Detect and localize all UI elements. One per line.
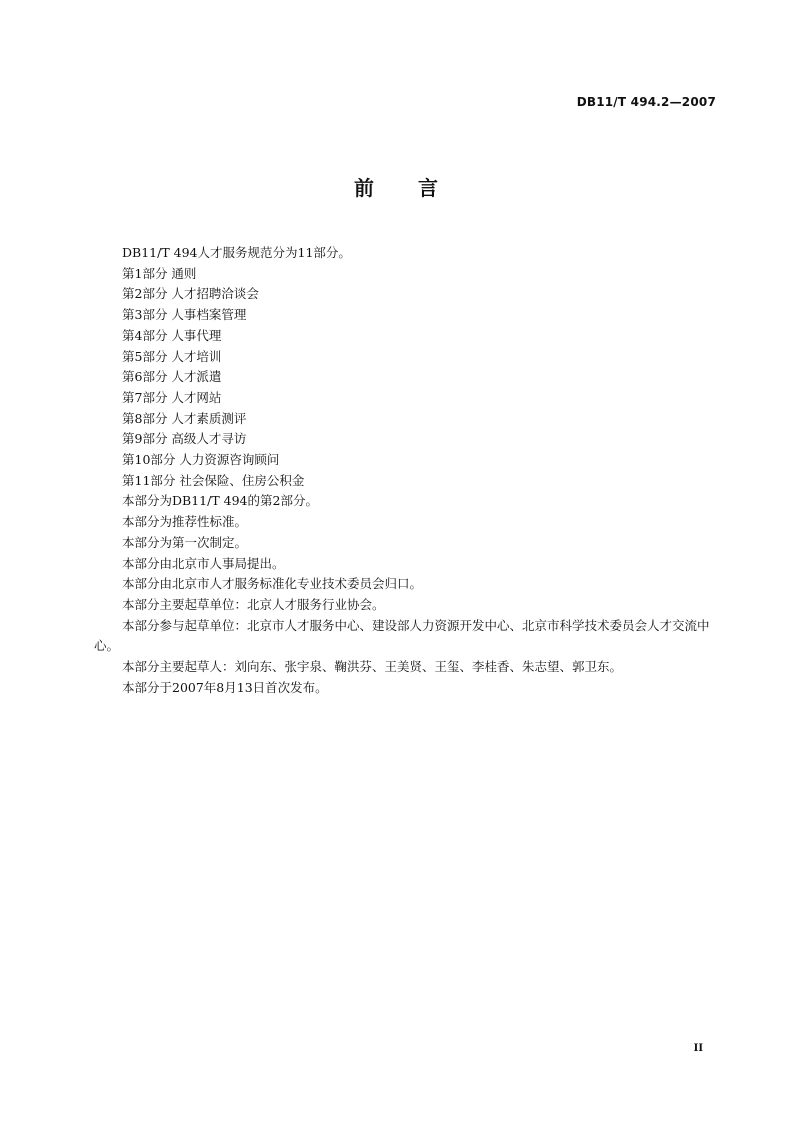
list-item-part-6: 第6部分 人才派遣 [122,369,222,385]
document-code: DB11/T 494.2—2007 [576,95,716,109]
page-number: II [693,1043,703,1054]
paragraph-recommended: 本部分为推荐性标准。 [122,514,248,530]
list-item-part-7: 第7部分 人才网站 [122,389,222,405]
paragraph-proposed-by: 本部分由北京市人事局提出。 [122,555,285,571]
list-item-part-2: 第2部分 人才招聘洽谈会 [122,286,259,302]
title-char-2: 言 [418,176,438,200]
list-item-part-4: 第4部分 人事代理 [122,327,222,343]
list-item-part-1: 第1部分 通则 [122,265,197,281]
paragraph-intro: DB11/T 494人才服务规范分为11部分。 [122,245,351,260]
foreword-body [94,243,720,698]
list-item-part-8: 第8部分 人才素质测评 [122,410,247,426]
paragraph-participating-drafters: 本部分参与起草单位：北京市人才服务中心、建设部人力资源开发中心、北京市科学技术委员会人才交流中心。 [94,617,710,654]
paragraph-release-date: 本部分于2007年8月13日首次发布。 [122,679,328,695]
paragraph-managed-by: 本部分由北京市人才服务标准化专业技术委员会归口。 [122,576,423,592]
page-title [0,172,792,201]
list-item-part-10: 第10部分 人力资源咨询顾问 [122,452,280,468]
paragraph-drafting-persons: 本部分主要起草人：刘向东、张宇泉、鞠洪芬、王美贤、王玺、李桂香、朱志望、郭卫东。 [122,659,623,675]
list-item-part-5: 第5部分 人才培训 [122,348,222,364]
list-item-part-9: 第9部分 高级人才寻访 [122,431,247,447]
paragraph-part-statement: 本部分为DB11/T 494的第2部分。 [122,493,318,509]
list-item-part-3: 第3部分 人事档案管理 [122,307,247,323]
title-char-1: 前 [354,176,374,200]
paragraph-first-edition: 本部分为第一次制定。 [122,534,248,550]
paragraph-main-drafter: 本部分主要起草单位：北京人才服务行业协会。 [122,596,385,612]
list-item-part-11: 第11部分 社会保险、住房公积金 [122,472,305,488]
